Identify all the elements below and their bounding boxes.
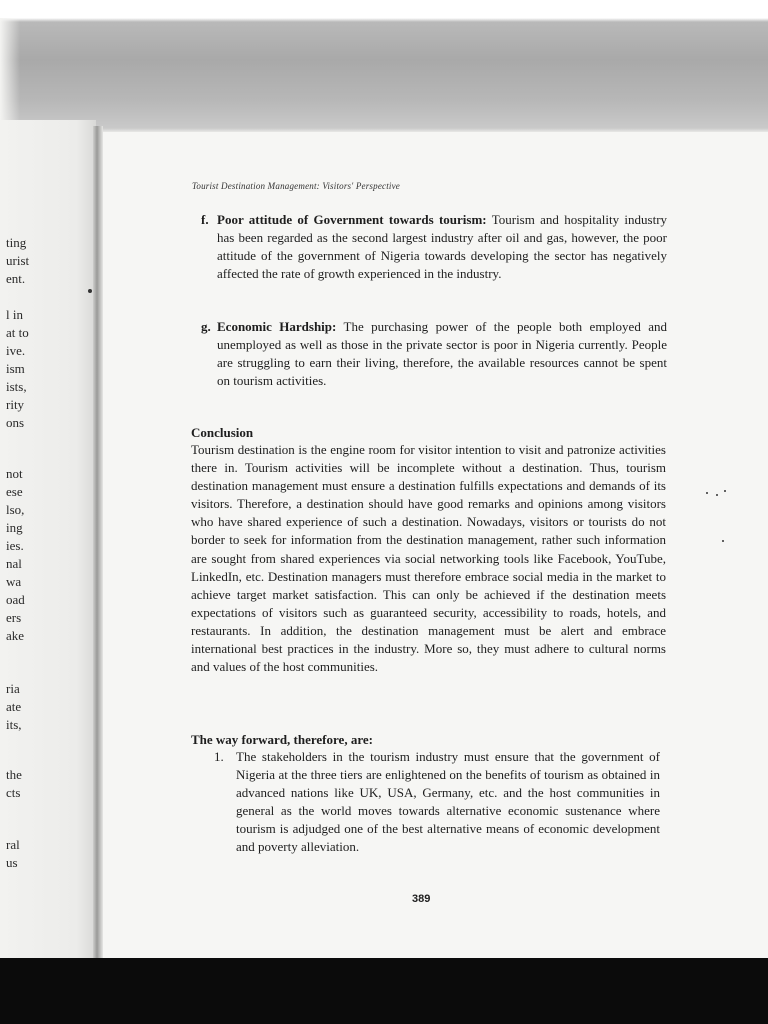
list-marker: f.	[201, 212, 209, 227]
item-text: The purchasing power of the people both employed and unemployed as well as those in the private sector is poor in Nigeria currently. People are struggling to earn their living, therefore, the available resources cannot be spent on tourism activities.	[217, 319, 667, 388]
item-text: The stakeholders in the tourism industry must ensure that the government of Nigeria at the three tiers are enlightened on the benefits of tourism as obtained in advanced nations like UK, USA, Germany, etc. and the host communities in general as the world moves towards alternative economic sustenance where tourism is adjudged one of the best alternative means of economic development and poverty alleviation.	[236, 749, 660, 854]
section-heading: Conclusion	[191, 425, 254, 440]
fragment-text: ists,	[6, 379, 27, 394]
fragment-text: ism	[6, 361, 25, 376]
fragment-text: ral	[6, 837, 20, 852]
scanner-shadow-top	[0, 0, 768, 132]
fragment-text: the	[6, 767, 22, 782]
scan-speck	[88, 289, 92, 293]
fragment-text: ing	[6, 520, 23, 535]
fragment-text: wa	[6, 574, 22, 589]
fragment-text: l in	[6, 307, 23, 322]
fragment-text: cts	[6, 785, 21, 800]
fragment-text: rity	[6, 397, 25, 412]
scan-speck	[706, 492, 708, 494]
page-gutter	[93, 126, 103, 958]
fragment-text: us	[6, 855, 18, 870]
fragment-text: not	[6, 466, 23, 481]
fragment-text: ers	[6, 610, 22, 625]
numbered-item	[214, 748, 660, 856]
fragment-text: ese	[6, 484, 23, 499]
scanner-shadow-bottom	[0, 958, 768, 1024]
fragment-text: lso,	[6, 502, 25, 517]
fragment-text: ria	[6, 681, 20, 696]
fragment-text: oad	[6, 592, 25, 607]
list-marker: g.	[201, 319, 211, 334]
running-header: Tourist Destination Management: Visitors' Perspective	[192, 181, 401, 191]
scan-speck	[722, 540, 724, 542]
scan-speck	[716, 494, 718, 496]
list-item	[201, 211, 668, 283]
item-lead: Poor attitude of Government towards tourism:	[217, 212, 487, 227]
fragment-text: nal	[6, 556, 22, 571]
section-heading: The way forward, therefore, are:	[191, 732, 373, 747]
item-text: Tourism and hospitality industry has been regarded as the second largest industry after oil and gas, however, the poor attitude of the government of Nigeria towards developing the sector has negatively affected the rate of growth experienced in the industry.	[217, 212, 668, 281]
fragment-text: ting	[6, 235, 27, 250]
page-number: 389	[412, 893, 431, 905]
fragment-text: ons	[6, 415, 25, 430]
conclusion-paragraph: Tourism destination is the engine room for visitor intention to visit and patronize activities there in. Tourism activities will be incomplete without a destination. Thus, tourism destination management must ensure a destination fulfills expectations and demands of its visitors. Therefore, a destination should have good remarks and opinions among visitors who have shared experience of such a destination. Nowadays, visitors or tourists do not border to seek for information from the destination management, rather such information are sought from shared experiences via social networking tools like Facebook, YouTube, LinkedIn, etc. Destination managers must therefore embrace social media in the market to achieve target market satisfaction. This can only be achieved if the destination meets expectations of visitors such as guaranteed security, accessibility to roads, hotels, and restaurants. In addition, the destination management must be alert and embrace international best practices in the industry. More so, they must adhere to cultural norms and values of the host communities.	[191, 442, 666, 675]
fragment-text: urist	[6, 253, 30, 268]
scan-speck	[724, 490, 726, 492]
fragment-text: ies.	[6, 538, 24, 553]
scanner-shadow-edge	[0, 18, 20, 128]
fragment-text: at to	[6, 325, 29, 340]
item-lead: Economic Hardship:	[217, 319, 337, 334]
fragment-text: ive.	[6, 343, 26, 358]
fragment-text: ent.	[6, 271, 26, 286]
item-number: 1.	[214, 749, 224, 764]
list-item	[201, 318, 667, 390]
fragment-text: ate	[6, 699, 22, 714]
fragment-text: its,	[6, 717, 22, 732]
fragment-text: ake	[6, 628, 25, 643]
